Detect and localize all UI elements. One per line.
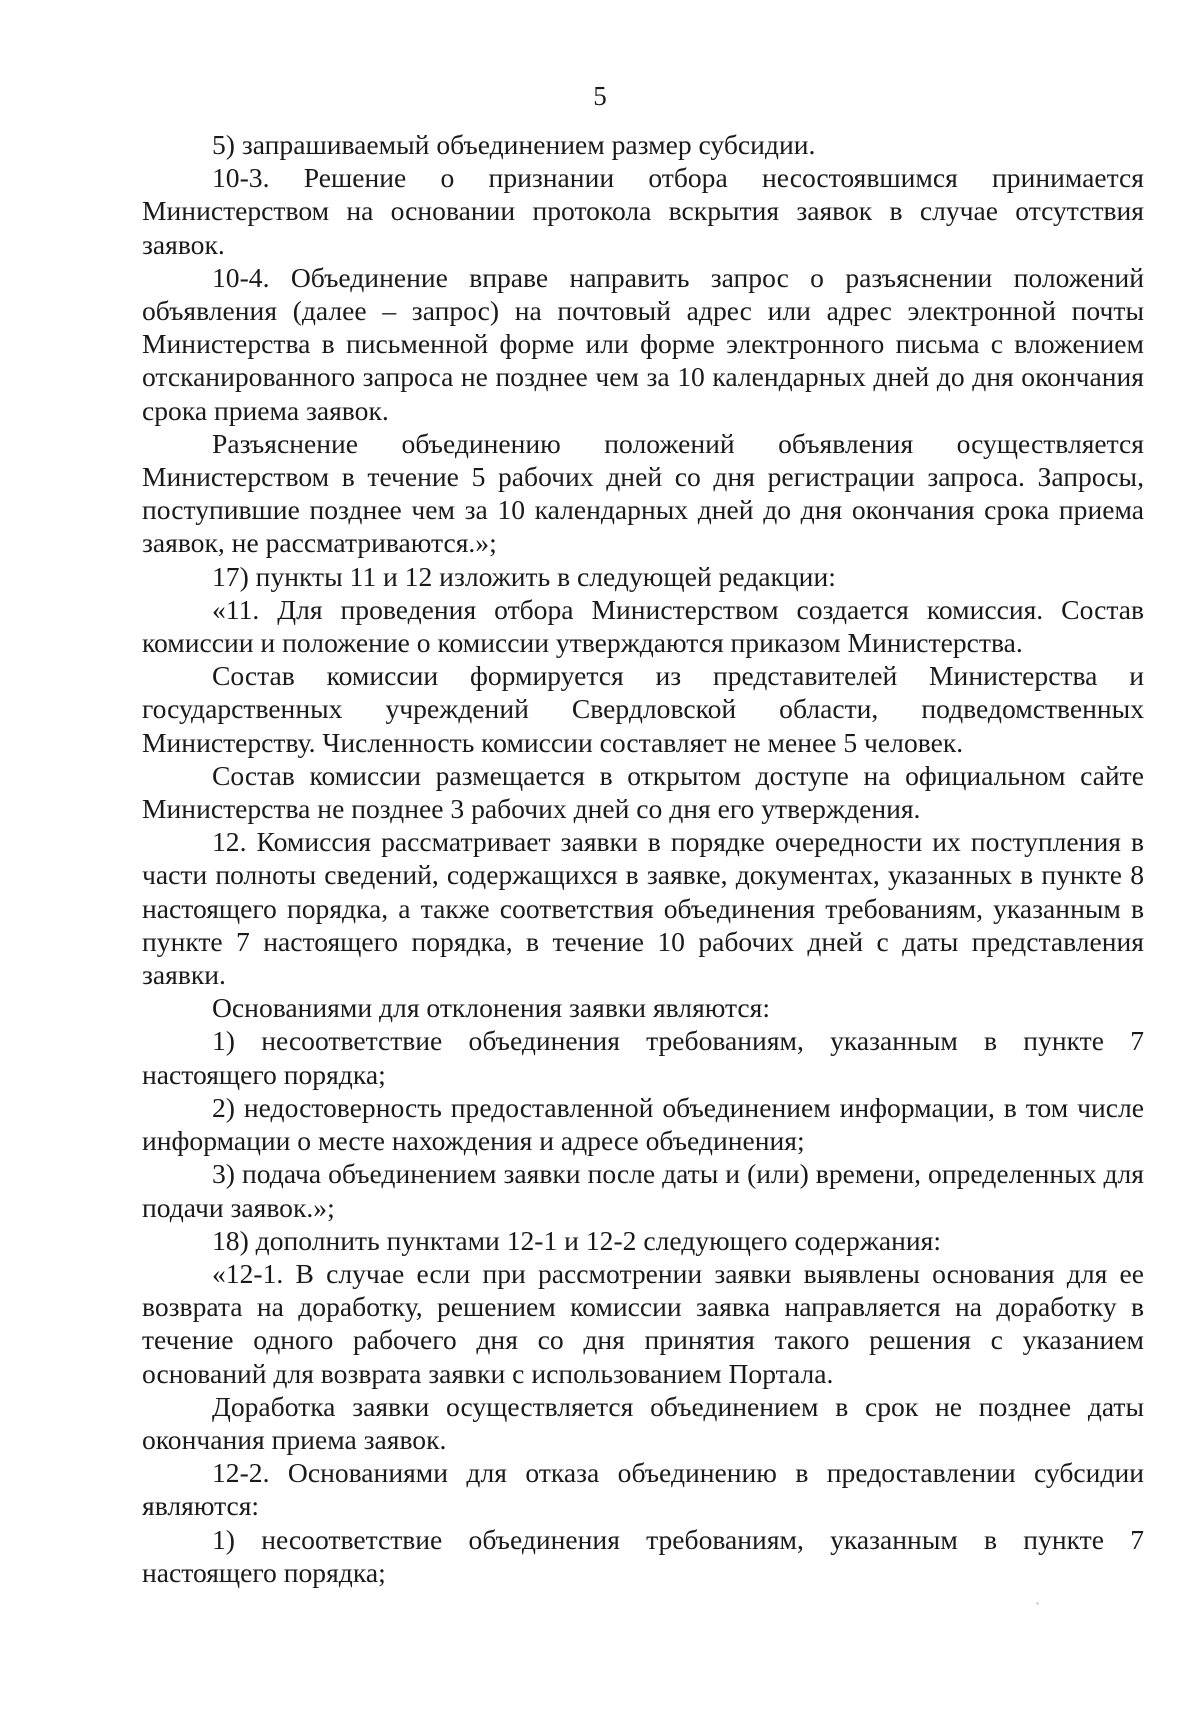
paragraph: Доработка заявки осуществляется объединением в срок не позднее даты окончания приема заявок.	[142, 1390, 1144, 1455]
document-body	[142, 128, 1144, 1589]
page-number: 5	[593, 81, 607, 111]
paragraph: 12-2. Основаниями для отказа объединению в предоставлении субсидии являются:	[142, 1457, 1144, 1522]
paragraph: «12-1. В случае если при рассмотрении заявки выявлены основания для ее возврата на доработку, решением комиссии заявка направляется на доработку в течение одного рабочего дня со дня принятия такого решения с указанием оснований для возврата заявки с использованием Портала.	[142, 1257, 1144, 1389]
paragraph: 10-4. Объединение вправе направить запрос о разъяснении положений объявления (далее – запрос) на почтовый адрес или адрес электронной почты Министерства в письменной форме или форме электронного письма с вложением отсканированного запроса не позднее чем за 10 календарных дней до дня окончания срока приема заявок.	[142, 261, 1144, 426]
paragraph: «11. Для проведения отбора Министерством создается комиссия. Состав комиссии и положение о комиссии утверждаются приказом Министерства.	[142, 593, 1144, 659]
paragraph: 1) несоответствие объединения требованиям, указанным в пункте 7 настоящего порядка;	[142, 1025, 1144, 1090]
paragraph: 2) недостоверность предоставленной объединением информации, в том числе информации о месте нахождения и адресе объединения;	[142, 1091, 1144, 1157]
paragraph: 5) запрашиваемый объединением размер субсидии.	[212, 129, 816, 160]
paragraph: 3) подача объединением заявки после даты и (или) времени, определенных для подачи заявок.»;	[142, 1158, 1144, 1223]
paragraph: 18) дополнить пунктами 12-1 и 12-2 следующего содержания:	[212, 1224, 942, 1256]
paragraph: Разъяснение объединению положений объявления осуществляется Министерством в течение 5 рабочих дней со дня регистрации запроса. Запросы, поступившие позднее чем за 10 календарных дней до дня окончания срока приема заявок, не рассматриваются.»;	[142, 427, 1144, 559]
paragraph: 10-3. Решение о признании отбора несостоявшимся принимается Министерством на основании протокола вскрытия заявок в случае отсутствия заявок.	[142, 162, 1144, 260]
paragraph: 1) несоответствие объединения требованиям, указанным в пункте 7 настоящего порядка;	[142, 1523, 1144, 1588]
scan-artifact	[1036, 1602, 1039, 1605]
paragraph: Состав комиссии размещается в открытом доступе на официальном сайте Министерства не позднее 3 рабочих дней со дня его утверждения.	[142, 759, 1144, 825]
paragraph: 12. Комиссия рассматривает заявки в порядке очередности их поступления в части полноты сведений, содержащихся в заявке, документах, указанных в пункте 8 настоящего порядка, а также соответствия объединения требованиям, указанным в пункте 7 настоящего порядка, в течение 10 рабочих дней с даты представления заявки.	[142, 826, 1144, 991]
paragraph: Состав комиссии формируется из представителей Министерства и государственных учреждений Свердловской области, подведомственных Министерству. Численность комиссии составляет не менее 5 человек.	[142, 660, 1144, 758]
paragraph: Основаниями для отклонения заявки являются:	[212, 992, 771, 1024]
paragraph: 17) пункты 11 и 12 изложить в следующей редакции:	[212, 560, 836, 592]
